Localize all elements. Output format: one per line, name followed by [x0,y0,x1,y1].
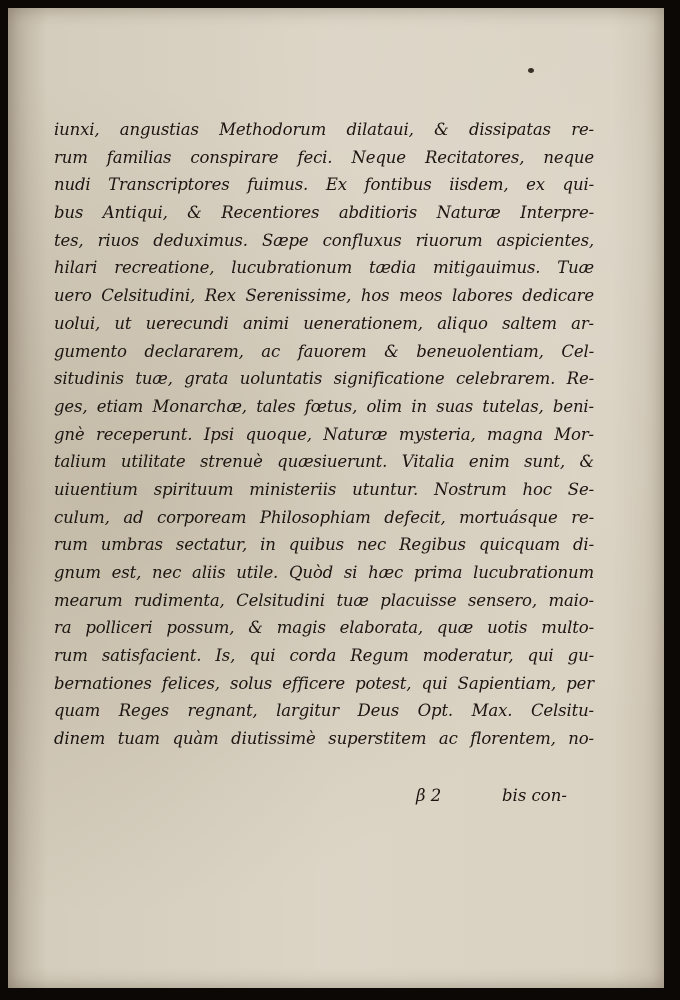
text-line: culum, ad corpoream Philosophiam defecit, mortuásque re- [54,507,594,527]
text-line: tes, riuos deduximus. Sæpe confluxus riuorum aspicientes, [54,230,594,250]
text-line: bernationes felices, solus efficere potest, qui Sapientiam, per [54,673,594,693]
text-line: hilari recreatione, lucubrationum tædia mitigauimus. Tuæ [54,258,594,278]
text-line: gnum est, nec aliis utile. Quòd si hæc prima lucubrationum [54,563,594,582]
ink-spot [528,68,534,73]
text-line: bus Antiqui, & Recentiores abditioris Naturæ Interpre- [54,203,594,223]
text-line: uiuentium spirituum ministeriis utuntur. Nostrum hoc Se- [54,479,594,499]
text-line: rum satisfacient. Is, qui corda Regum moderatur, qui gu- [54,646,594,666]
book-page [8,8,664,988]
text-line: quam Reges regnant, largitur Deus Opt. Max. Celsitu- [54,701,594,721]
text-line: uolui, ut uerecundi animi uenerationem, aliquo saltem ar- [54,313,594,333]
text-line: rum familias conspirare feci. Neque Recitatores, neque [54,147,594,167]
text-line: ges, etiam Monarchæ, tales fœtus, olim in suas tutelas, beni- [54,396,594,416]
text-line: talium utilitate strenuè quæsiuerunt. Vitalia enim sunt, & [54,452,594,472]
text-line: dinem tuam quàm diutissimè superstitem ac florentem, no- [54,729,594,749]
body-text [54,116,594,753]
text-line: uero Celsitudini, Rex Serenissime, hos meos labores dedicare [54,286,594,306]
text-line: gumento declararem, ac fauorem & beneuolentiam, Cel- [54,341,594,361]
text-line: situdinis tuæ, grata uoluntatis significatione celebrarem. Re- [54,369,594,389]
text-line: rum umbras sectatur, in quibus nec Regibus quicquam di- [54,535,594,555]
text-line: iunxi, angustias Methodorum dilataui, & dissipatas re- [54,120,594,139]
signature-mark: β 2 [416,786,442,805]
text-line: gnè receperunt. Ipsi quoque, Naturæ mysteria, magna Mor- [54,424,594,444]
text-line: nudi Transcriptores fuimus. Ex fontibus iisdem, ex qui- [54,175,594,195]
catchword: bis con- [502,786,567,805]
text-line: mearum rudimenta, Celsitudini tuæ placuisse sensero, maio- [54,590,594,610]
text-line: ra polliceri possum, & magis elaborata, quæ uotis multo- [54,618,594,638]
